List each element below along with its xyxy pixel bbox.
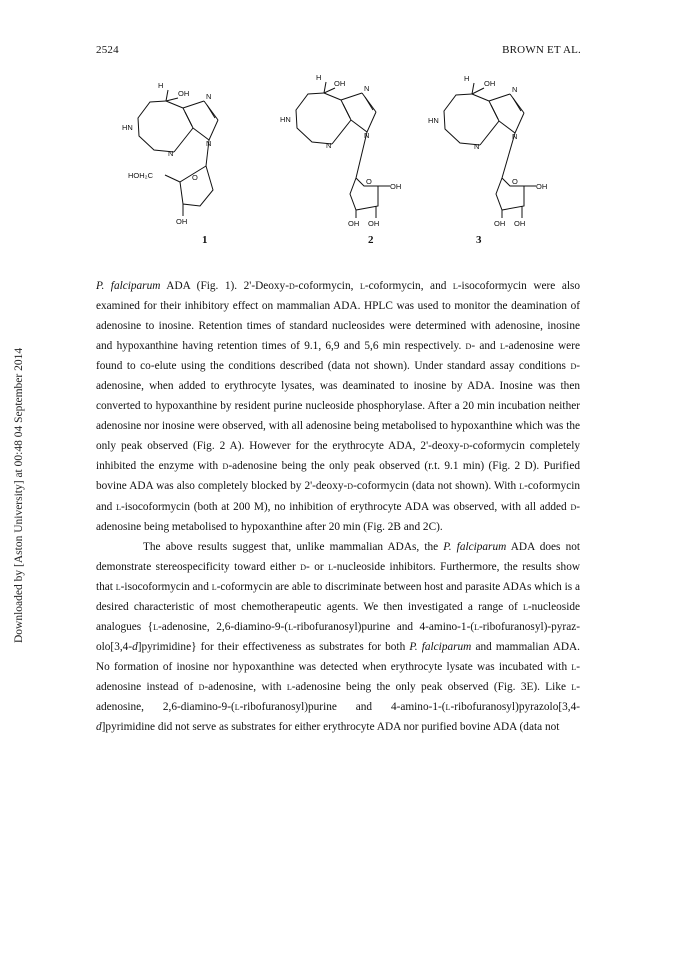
compound-2-oh-right: OH (368, 219, 380, 228)
compound-3-label: 3 (476, 234, 482, 246)
figure-1-structures (96, 68, 581, 258)
compound-3-hn-label: HN (428, 116, 439, 125)
compound-1-oh-bottom: OH (176, 217, 188, 226)
compound-2-label: 2 (368, 234, 374, 246)
structure-compound-1 (108, 68, 238, 246)
download-watermark: Downloaded by [Aston University] at 00:48 04 September 2014 (13, 347, 25, 643)
compound-2-n-ring: N (326, 141, 332, 150)
compound-3-oh-side: OH (536, 182, 548, 191)
compound-3-oh-left: OH (494, 219, 506, 228)
compound-1-hn-label: HN (122, 123, 133, 132)
compound-3-drawing (422, 68, 562, 233)
compound-2-oh-left: OH (348, 219, 360, 228)
compound-2-h-label: H (316, 73, 322, 82)
article-body (96, 276, 580, 737)
compound-1-n-ring: N (168, 149, 174, 158)
compound-1-h-label: H (158, 81, 164, 90)
structure-compound-2 (264, 68, 404, 246)
running-head: BROWN ET AL. (502, 44, 581, 56)
compound-3-oh-right: OH (514, 219, 526, 228)
compound-2-oh-side: OH (390, 182, 402, 191)
compound-3-oh-label: OH (484, 79, 496, 88)
compound-1-sugar-o: O (192, 173, 198, 182)
compound-1-hoh2c-label: HOH₂C (128, 171, 153, 180)
compound-2-n-imidazole: N (364, 84, 370, 93)
compound-3-h-label: H (464, 74, 470, 83)
page-number: 2524 (96, 44, 119, 56)
paragraph-2: The above results suggest that, unlike mammalian ADAs, the P. falciparum ADA does not demonstrate stereospecificity toward either d- or l-nucleoside inhibitors. Furthermore, the results show that l-isocoformycin and l-coformycin are able to discriminate between host and parasite ADAs which is a desired characteristic of most chemotherapeutic agents. We then investigated a range of l-nucleoside analogues {l-adenosine, 2,6-diamino-9-(l-ribofuranosyl)purine and 4-amino-1-(l-ribofuranosyl)-pyraz-olo[3,4-d]pyrimidine} for their effectiveness as substrates for both P. falciparum and mammalian ADA. No formation of inosine nor hypoxanthine was detected when erythrocyte lysate was incubated with l-adenosine instead of d-adenosine, with l-adenosine being the only peak observed (Fig. 3E). Like l-adenosine, 2,6-diamino-9-(l-ribofuranosyl)purine and 4-amino-1-(l-ribofuranosyl)pyrazolo[3,4-d]pyrimidine did not serve as substrates for either erythrocyte ADA nor purified bovine ADA (data not (96, 540, 581, 734)
compound-1-oh-label: OH (178, 89, 190, 98)
compound-3-n-imidazole: N (512, 85, 518, 94)
compound-1-drawing (108, 68, 238, 233)
compound-1-n-link: N (206, 139, 212, 148)
compound-2-n-link: N (364, 131, 370, 140)
compound-1-label: 1 (202, 234, 208, 246)
compound-3-n-link: N (512, 132, 518, 141)
compound-3-n-ring: N (474, 142, 480, 151)
structure-compound-3 (422, 68, 562, 246)
paragraph-1: P. falciparum ADA (Fig. 1). 2'-Deoxy-d-coformycin, l-coformycin, and l-isocoformycin were also examined for their inhibitory effect on mammalian ADA. HPLC was used to monitor the deamination of adenosine to inosine. Retention times of standard nucleosides were determined with adenosine, inosine and hypoxanthine having retention times of 9.1, 6,9 and 5,6 min respectively. d- and l-adenosine were found to co-elute using the conditions described (data not shown). Under standard assay conditions d-adenosine, when added to erythrocyte lysates, was deaminated to inosine by ADA. Inosine was then converted to hypoxanthine by resident purine nucleoside phosphorylase. After a 20 min incubation neither adenosine nor inosine were observed, with all adenosine being metabolised to hypoxanthine which was the only peak observed (Fig. 2 A). However for the erythrocyte ADA, 2'-deoxy-d-coformycin completely inhibited the enzyme with d-adenosine being the only peak observed (r.t. 9.1 min) (Fig. 2 D). Purified bovine ADA was also completely blocked by 2'-deoxy-d-coformycin (data not shown). With l-coformycin and l-isocoformycin (both at 200 M), no inhibition of erythrocyte ADA was observed, with all added d-adenosine being metabolised to hypoxanthine after 20 min (Fig. 2B and 2C). (96, 280, 581, 533)
compound-1-n-imidazole: N (206, 92, 212, 101)
compound-2-hn-label: HN (280, 115, 291, 124)
compound-2-sugar-o: O (366, 177, 372, 186)
compound-2-drawing (264, 68, 404, 233)
compound-3-sugar-o: O (512, 177, 518, 186)
compound-2-oh-label: OH (334, 79, 346, 88)
